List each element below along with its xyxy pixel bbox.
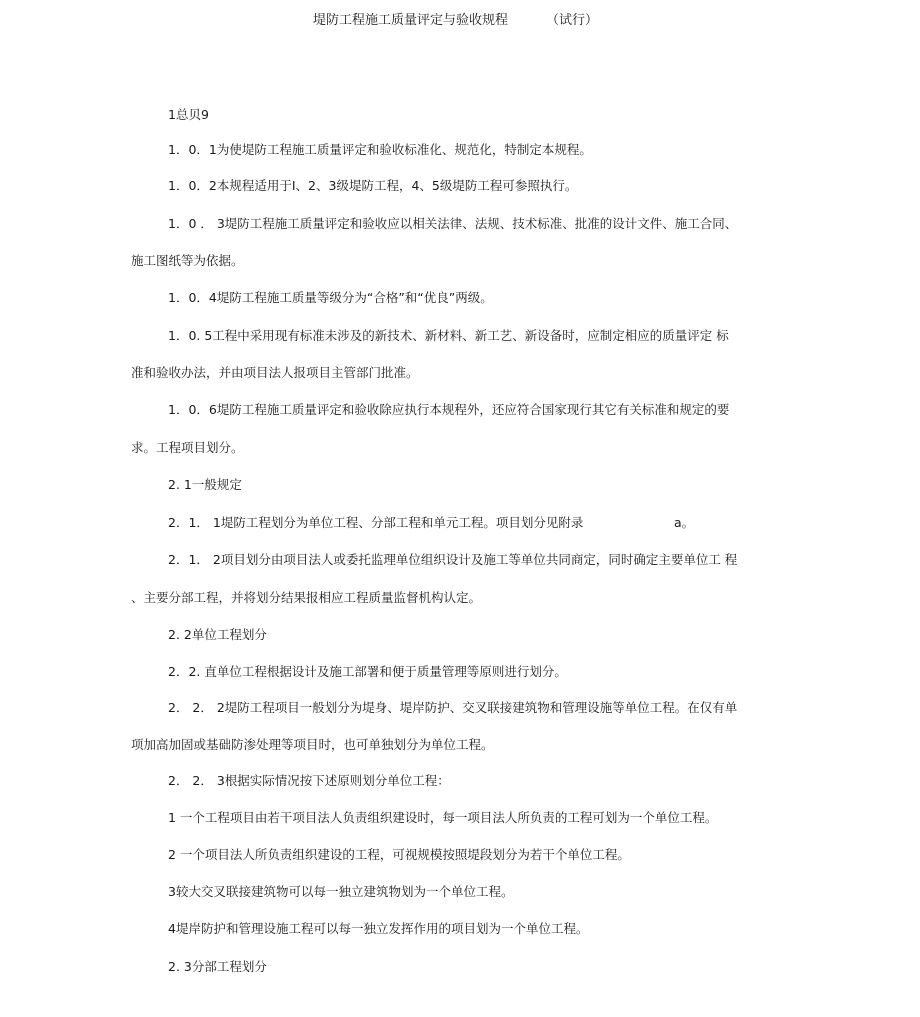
heading-2-3: 2. 3分部工程划分 xyxy=(168,959,267,974)
title-sub: （试行） xyxy=(546,13,599,28)
clause-1-0-5: 1．0. 5工程中采用现有标准未涉及的新技术、新材料、新工艺、新设备时，应制定相应的质量评定 标 xyxy=(168,328,729,343)
clause-1-0-1: 1．0．1为使堤防工程施工质量评定和验收标准化、规范化，特制定本规程。 xyxy=(168,142,592,157)
heading-general: 1总贝9 xyxy=(168,107,209,122)
list-item-2: 2 一个项目法人所负责组织建设的工程，可视规模按照堤段划分为若干个单位工程。 xyxy=(168,847,630,862)
list-item-1: 1 一个工程项目由若干项目法人负责组织建设时，每一项目法人所负责的工程可划为一个单位工程。 xyxy=(168,810,718,825)
clause-2-1-1: 2．1． 1堤防工程划分为单位工程、分部工程和单元工程。项目划分见附录 xyxy=(168,515,584,530)
clause-1-0-3: 1．0 ． 3堤防工程施工质量评定和验收应以相关法律、法规、技术标准、批准的设计文件、施工合同、 xyxy=(168,216,738,231)
clause-2-2-3: 2． 2． 3根据实际情况按下述原则划分单位工程： xyxy=(168,773,450,788)
heading-2-1: 2. 1一般规定 xyxy=(168,477,242,492)
clause-1-0-5-cont: 准和验收办法，并由项目法人报项目主管部门批准。 xyxy=(131,365,419,380)
clause-2-1-2: 2．1． 2项目划分由项目法人或委托监理单位组织设计及施工等单位共同商定，同时确定主要单位工 程 xyxy=(168,552,738,567)
clause-1-0-6-cont: 求。工程项目划分。 xyxy=(131,440,244,455)
clause-2-1-1-appendix: a。 xyxy=(674,515,695,530)
clause-1-0-2: 1．0．2本规程适用于I、2、3级堤防工程，4、5级堤防工程可参照执行。 xyxy=(168,178,578,193)
clause-2-2-1: 2．2. 直单位工程根据设计及施工部署和便于质量管理等原则进行划分。 xyxy=(168,664,567,679)
list-item-4: 4堤岸防护和管理设施工程可以每一独立发挥作用的项目划为一个单位工程。 xyxy=(168,921,589,936)
clause-2-2-2-cont: 项加高加固或基础防渗处理等项目时，也可单独划分为单位工程。 xyxy=(131,737,494,752)
heading-2-2: 2. 2单位工程划分 xyxy=(168,627,267,642)
clause-1-0-3-cont: 施工图纸等为依据。 xyxy=(131,253,244,268)
list-item-3: 3较大交叉联接建筑物可以每一独立建筑物划为一个单位工程。 xyxy=(168,884,514,899)
clause-2-1-2-cont: 、主要分部工程，并将划分结果报相应工程质量监督机构认定。 xyxy=(131,590,482,605)
clause-1-0-4: 1．0．4堤防工程施工质量等级分为“合格”和“优良”两级。 xyxy=(168,290,493,305)
clause-1-0-6: 1．0．6堤防工程施工质量评定和验收除应执行本规程外，还应符合国家现行其它有关标准和规定的要 xyxy=(168,402,730,417)
clause-2-2-2: 2． 2． 2堤防工程项目一般划分为堤身、堤岸防护、交叉联接建筑物和管理设施等单位工程。在仅有单 xyxy=(168,700,738,715)
title-main: 堤防工程施工质量评定与验收规程 xyxy=(313,13,509,28)
